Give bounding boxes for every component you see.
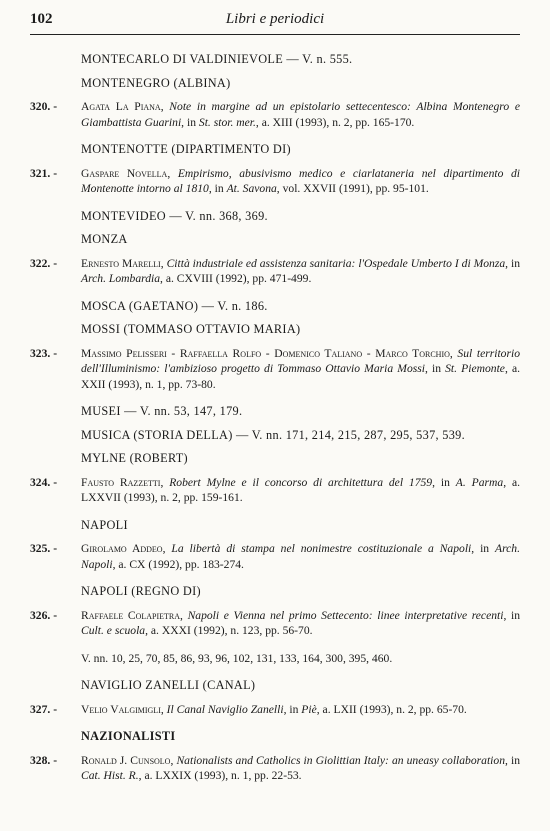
entry-journal: St. Piemonte [445,362,505,375]
section-heading [81,142,520,158]
section-heading [81,52,520,68]
bibliography-entry [30,475,520,506]
section-heading [81,76,520,92]
cross-reference: — V. nn. 171, 214, 215, 287, 295, 537, 539. [232,427,465,442]
entry-number [30,541,57,557]
heading-text: MUSEI [81,404,121,418]
entry-in: , in [424,362,446,375]
heading-text: MOSSI (TOMMASO OTTAVIO MARIA) [81,322,301,336]
entry-details: , vol. XXVII (1991), pp. 95-101. [276,182,429,195]
entry-journal: Piè [301,702,317,716]
entry-title: Città industriale ed assistenza sanitaria: l'Ospedale Umberto I di Monza [166,256,506,270]
cross-reference: — V. nn. 53, 147, 179. [120,404,243,418]
section-heading [81,428,520,444]
entry-separator: , [180,608,188,622]
heading-text: MONTENEGRO (ALBINA) [81,75,231,90]
section-heading [81,209,520,225]
entry-separator: , [160,100,170,113]
entry-journal: Cult. e scuola [81,624,146,637]
entry-details: , a. LXXIX (1993), n. 1, pp. 22-53. [138,769,302,782]
entry-title: Il Canal Naviglio Zanelli [166,702,284,716]
section-heading [81,299,520,315]
entry-number-text: 325. - [30,542,58,555]
entry-author: Ronald J. Cunsolo [81,753,171,767]
entry-author: Fausto Razzetti [81,475,161,489]
section-heading [81,322,520,338]
entry-number [30,475,57,491]
bibliography-entry [30,256,520,287]
entry-number [30,702,57,718]
entry-details: , a. LXII (1993), n. 2, pp. 65-70. [316,702,467,716]
entry-journal: Arch. Lombardia [81,272,161,285]
entry-title: Empirismo, abusivismo medico e ciarlataneria nel dipartimento di Montenotte intorno al 1810 [81,166,521,195]
entry-title: Sul territorio dell'Illuminismo: l'ambizioso progetto di Tommaso Ottavio Maria Mossi [81,346,521,375]
entry-number [30,99,57,115]
entry-journal: A. Parma [455,475,504,489]
entry-number [30,346,57,362]
heading-text: NAVIGLIO ZANELLI (CANAL) [81,678,256,692]
entry-journal: Arch. Napoli [81,542,521,571]
entry-separator: , [160,256,167,270]
running-title: Libri e periodici [225,11,325,27]
entry-separator: , [449,346,458,360]
section-heading [81,404,520,420]
cross-reference: — V. nn. 368, 369. [165,208,268,223]
entry-author: Gaspare Novella [81,166,168,180]
entry-title: Napoli e Vienna nel primo Settecento: linee interpretative recenti [187,608,504,622]
heading-text: MONTECARLO DI VALDINIEVOLE [81,52,284,66]
entry-separator: , [160,475,170,489]
entry-separator: , [162,542,172,555]
entry-details: , a. CXVIII (1992), pp. 471-499. [160,272,312,285]
heading-text: MOSCA (GAETANO) [81,298,199,313]
entry-in: , in [181,115,199,129]
entry-number-text: 327. - [30,702,58,716]
heading-text: MONTENOTTE (DIPARTIMENTO DI) [81,142,291,156]
page-header [30,10,520,35]
entry-author: Agata La Piana [81,100,161,113]
entry-in: , in [471,542,495,555]
entry-journal: At. Savona [226,182,277,195]
heading-text: NAPOLI [81,517,128,532]
section-heading [81,729,520,745]
entry-details: , a. LXXVII (1993), n. 2, pp. 159-161. [81,475,520,504]
heading-text: MUSICA (STORIA DELLA) [81,427,233,442]
entry-number-text: 322. - [30,256,58,270]
entry-journal: St. stor. mer. [198,115,256,129]
cross-reference: — V. n. 186. [198,298,268,313]
entry-author: Velio Valgimigli [81,702,161,716]
entry-number [30,608,57,624]
heading-text: NAPOLI (REGNO DI) [81,584,201,598]
heading-text: NAZIONALISTI [81,729,176,743]
entry-details: , a. XXII (1993), n. 1, pp. 73-80. [81,362,520,391]
entry-number-text: 324. - [30,475,58,489]
entry-in: , in [432,475,456,489]
entry-details: , a. XXXI (1992), n. 123, pp. 56-70. [145,624,313,637]
entry-in: , in [503,608,520,622]
entry-number-text: 321. - [30,166,58,180]
entry-separator: , [167,166,178,180]
entry-title: Note in margine ad un epistolario settecentesco: Albina Montenegro e Giambattista Guarini [81,100,521,129]
heading-text: MONTEVIDEO [81,208,166,223]
entry-number-text: 320. - [30,100,58,113]
heading-text: MYLNE (ROBERT) [81,451,188,465]
entry-number-text: 323. - [30,346,58,360]
entry-author: Raffaele Colapietra [81,608,181,622]
entry-title: La libertà di stampa nel nonimestre costituzionale a Napoli [171,542,472,555]
bibliography-entry [30,753,520,784]
entry-title: Nationalists and Catholics in Giolittian Italy: an uneasy collaboration [176,753,505,767]
entry-number [30,166,57,182]
bibliography-entry [30,346,520,393]
cross-reference: — V. n. 555. [283,52,353,66]
entry-separator: , [160,702,167,716]
page-number: 102 [30,11,53,27]
entry-in: , in [505,753,520,767]
entry-author: Ernesto Marelli [81,256,161,270]
section-heading [81,451,520,467]
entry-details: , a. XIII (1993), n. 2, pp. 165-170. [255,115,415,129]
entry-author: Massimo Pelisseri - Raffaella Rolfo - Domenico Taliano - Marco Torchio [81,346,450,360]
heading-text: MONZA [81,232,128,246]
entry-title: Robert Mylne e il concorso di architettura del 1759 [169,475,433,489]
entry-number-text: 328. - [30,753,58,767]
entry-journal: Cat. Hist. R. [81,769,139,782]
entry-in: , in [283,702,302,716]
bibliography-list [30,52,520,796]
section-heading [81,518,520,534]
bibliography-entry [30,608,520,639]
section-heading [81,584,520,600]
entry-number-text: 326. - [30,608,58,622]
entry-in: , in [208,182,227,195]
bibliography-entry [30,702,520,718]
entry-in: , in [505,256,520,270]
bibliography-entry [30,166,520,197]
entry-number [30,256,57,272]
section-heading [81,678,520,694]
entry-author: Girolamo Addeo [81,542,163,555]
entry-details: , a. CX (1992), pp. 183-274. [112,557,244,571]
entry-number [30,753,57,769]
bibliography-entry [30,99,520,130]
section-heading [81,232,520,248]
cross-reference-list: V. nn. 10, 25, 70, 85, 86, 93, 96, 102, 131, 133, 164, 300, 395, 460. [81,651,393,665]
entry-separator: , [170,753,177,767]
bibliography-entry [30,541,520,572]
